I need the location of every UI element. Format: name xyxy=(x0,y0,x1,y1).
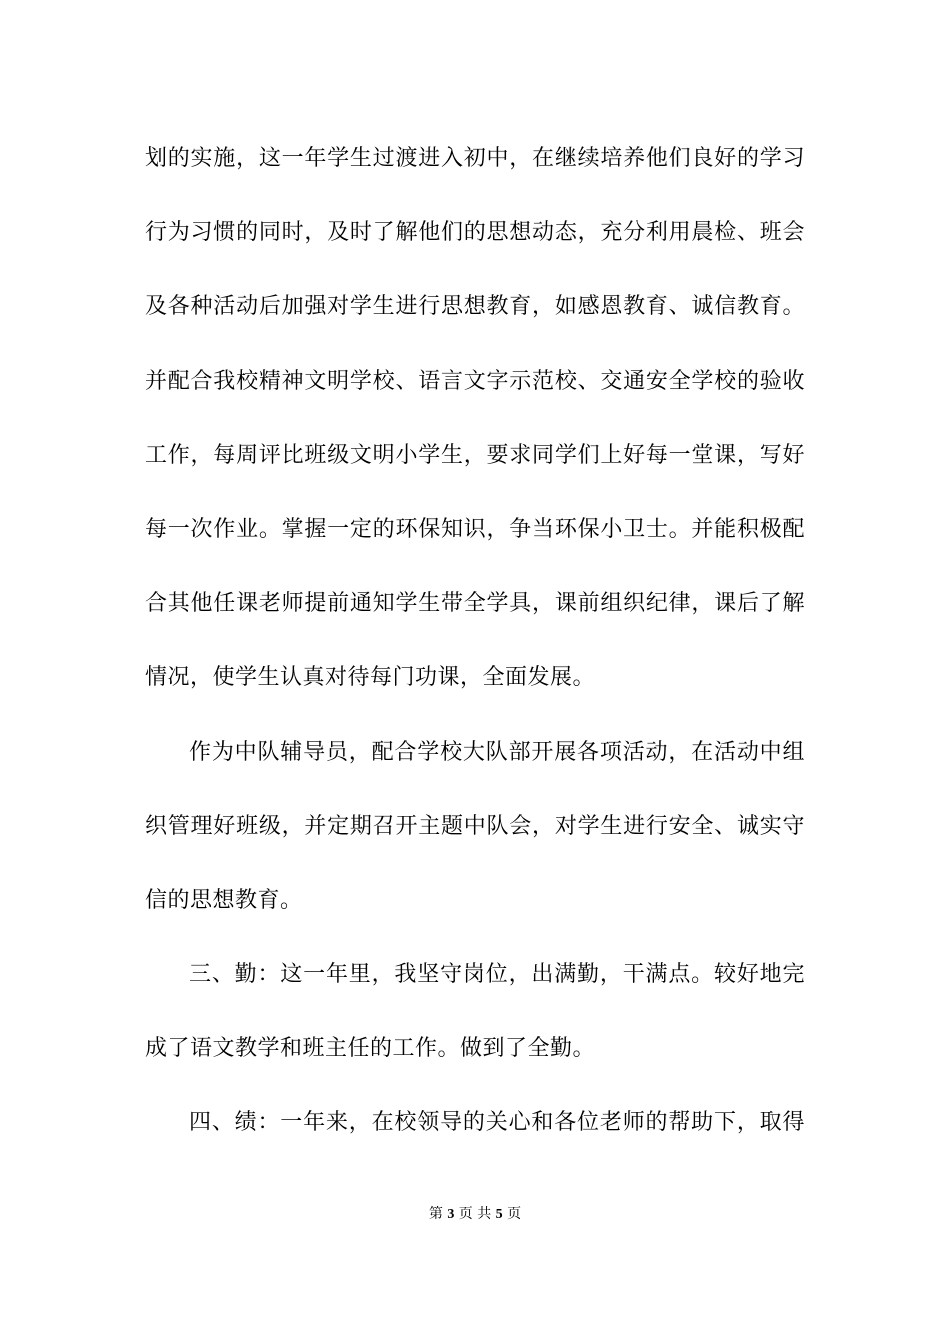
footer-suffix: 页 xyxy=(507,1206,522,1222)
body-text xyxy=(145,131,805,1170)
text-line: 合其他任课老师提前通知学生带全学具，课前组织纪律，课后了解 xyxy=(145,591,805,617)
text-line: 信的思想教育。 xyxy=(145,887,303,913)
total-pages-number: 5 xyxy=(495,1207,503,1222)
text-line: 划的实施，这一年学生过渡进入初中，在继续培养他们良好的学习 xyxy=(145,146,805,171)
current-page-number: 3 xyxy=(447,1207,455,1222)
paragraph-start-line: 作为中队辅导员，配合学校大队部开展各项活动，在活动中组 xyxy=(189,739,805,765)
footer-prefix: 第 xyxy=(428,1206,443,1222)
footer-middle: 页 共 xyxy=(458,1206,492,1222)
text-line: 每一次作业。掌握一定的环保知识，争当环保小卫士。并能积极配 xyxy=(145,516,805,542)
text-line: 工作，每周评比班级文明小学生，要求同学们上好每一堂课，写好 xyxy=(145,442,805,468)
text-line: 行为习惯的同时，及时了解他们的思想动态，充分利用晨检、班会 xyxy=(145,220,805,246)
text-line: 成了语文教学和班主任的工作。做到了全勤。 xyxy=(145,1036,596,1062)
text-line: 及各种活动后加强对学生进行思想教育，如感恩教育、诚信教育。 xyxy=(145,294,805,320)
text-line: 并配合我校精神文明学校、语言文字示范校、交通安全学校的验收 xyxy=(145,368,805,394)
paragraph-start-line: 四、绩：一年来，在校领导的关心和各位老师的帮助下，取得 xyxy=(189,1110,805,1136)
text-line: 织管理好班级，并定期召开主题中队会，对学生进行安全、诚实守 xyxy=(145,813,805,839)
text-line: 情况，使学生认真对待每门功课，全面发展。 xyxy=(145,665,596,691)
page-footer xyxy=(0,1204,950,1225)
paragraph-start-line: 三、勤：这一年里，我坚守岗位，出满勤，干满点。较好地完 xyxy=(189,962,805,988)
